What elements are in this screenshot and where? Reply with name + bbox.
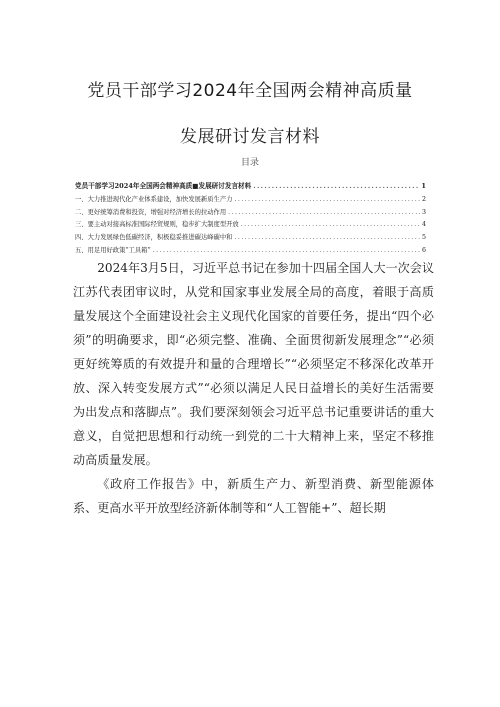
toc-page-number: 5 <box>421 234 426 242</box>
toc-leader-dots <box>234 196 420 203</box>
toc-leader-dots <box>253 182 419 190</box>
toc-entry-text: 二、更好统筹消费和投资，增强对经济增长的拉动作用 <box>75 208 227 216</box>
body-paragraph: 2024年3月5日，习近平总书记在参加十四届全国人大一次会议江苏代表团审议时，从党和国家事业发展全局的高度，着眼于高质量发展这个全面建设社会主义现代化国家的首要任务，提出“四个必须”的明确要求，即“必须完整、准确、全面贯彻新发展理念”“必须更好统筹质的有效提升和量的合理增长”“必须坚定不移深化改革开放、深入转变发展方式”“必须以满足人民日益增长的美好生活需要为出发点和落脚点”。我们要深刻领会习近平总书记重要讲话的重大意义，自觉把思想和行动统一到党的二十大精神上来，坚定不移推动高质量发展。 <box>73 261 434 467</box>
toc-entry[interactable] <box>75 228 426 241</box>
toc-entry[interactable] <box>75 241 426 254</box>
toc-leader-dots <box>228 209 420 216</box>
toc-entry-text: 三、要主动对接高标准国际经贸规则，稳步扩大制度型开放 <box>75 221 239 229</box>
toc-page-number: 2 <box>421 195 426 203</box>
document-title-line-2: 发展研讨发言材料 <box>180 127 320 147</box>
table-of-contents <box>75 174 426 254</box>
toc-leader-dots <box>241 221 420 228</box>
toc-leader-dots <box>153 247 420 254</box>
body-paragraph: 《政府工作报告》中，新质生产力、新型消费、新型能源体系、更高水平开放型经济新体制等和“人工智能+”、超长期 <box>73 477 434 515</box>
toc-page-number: 3 <box>421 208 426 216</box>
document-body <box>73 256 434 520</box>
toc-entry[interactable] <box>75 190 426 203</box>
toc-leader-dots <box>234 234 420 241</box>
toc-entry-text: 党员干部学习2024年全国两会精神高质■发展研讨发言材料 <box>75 182 252 190</box>
toc-page-number: 4 <box>421 221 426 229</box>
toc-entry[interactable] <box>75 203 426 216</box>
toc-entry-text: 五、用足用好政策“工具箱” <box>75 246 151 254</box>
toc-heading: 目录 <box>240 158 259 168</box>
toc-entry-text: 一、大力推进现代化产业体系建设，加快发展新质生产力 <box>75 195 233 203</box>
toc-entry-text: 四、大力发展绿色低碳经济，积极稳妥推进碳达峰碳中和 <box>75 234 233 242</box>
toc-entry[interactable] <box>75 174 426 190</box>
toc-entry[interactable] <box>75 216 426 229</box>
document-title-line-1: 党员干部学习2024年全国两会精神高质量 <box>87 81 413 101</box>
toc-page-number: 6 <box>421 246 426 254</box>
toc-page-number: 1 <box>421 182 426 190</box>
